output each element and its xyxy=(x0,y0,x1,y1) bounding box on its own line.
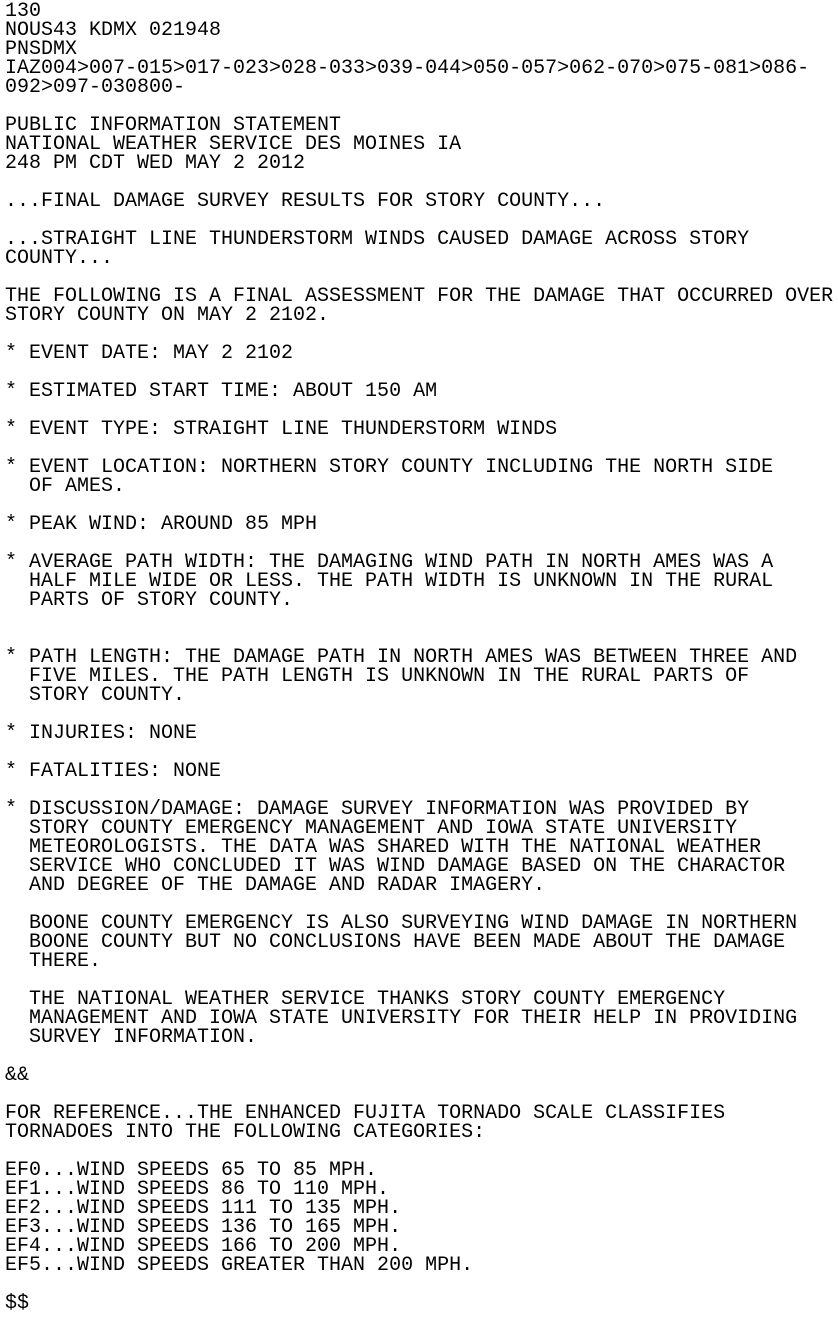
text-line: EF0...WIND SPEEDS 65 TO 85 MPH. xyxy=(5,1159,378,1182)
text-line: HALF MILE WIDE OR LESS. THE PATH WIDTH IS UNKNOWN IN THE RURAL xyxy=(5,570,774,593)
text-line: NATIONAL WEATHER SERVICE DES MOINES IA xyxy=(5,133,462,156)
text-line: EF4...WIND SPEEDS 166 TO 200 MPH. xyxy=(5,1235,402,1258)
blank-line xyxy=(5,1275,838,1294)
text-line: * INJURIES: NONE xyxy=(5,722,198,745)
text-line: EF3...WIND SPEEDS 136 TO 165 MPH. xyxy=(5,1216,402,1239)
text-line: * EVENT TYPE: STRAIGHT LINE THUNDERSTORM WINDS xyxy=(5,418,558,441)
text-line: * AVERAGE PATH WIDTH: THE DAMAGING WIND PATH IN NORTH AMES WAS A xyxy=(5,551,774,574)
text-line: * PATH LENGTH: THE DAMAGE PATH IN NORTH AMES WAS BETWEEN THREE AND xyxy=(5,646,798,669)
text-line: PARTS OF STORY COUNTY. xyxy=(5,589,294,612)
text-line: MANAGEMENT AND IOWA STATE UNIVERSITY FOR THEIR HELP IN PROVIDING xyxy=(5,1007,798,1030)
text-line: STORY COUNTY ON MAY 2 2102. xyxy=(5,304,330,327)
text-line: 092>097-030800- xyxy=(5,76,186,99)
text-line: SERVICE WHO CONCLUDED IT WAS WIND DAMAGE BASED ON THE CHARACTOR xyxy=(5,855,786,878)
blank-line xyxy=(5,610,838,629)
text-line: THERE. xyxy=(5,950,102,973)
text-line: * EVENT LOCATION: NORTHERN STORY COUNTY INCLUDING THE NORTH SIDE xyxy=(5,456,774,479)
text-line: FIVE MILES. THE PATH LENGTH IS UNKNOWN IN THE RURAL PARTS OF xyxy=(5,665,750,688)
text-line: 130 xyxy=(5,0,42,23)
text-line: SURVEY INFORMATION. xyxy=(5,1026,258,1049)
text-line: && xyxy=(5,1064,30,1087)
text-line: COUNTY... xyxy=(5,247,114,270)
text-line: * DISCUSSION/DAMAGE: DAMAGE SURVEY INFORMATION WAS PROVIDED BY xyxy=(5,798,750,821)
text-line: NOUS43 KDMX 021948 xyxy=(5,19,222,42)
text-line: $$ xyxy=(5,1292,30,1315)
text-line: TORNADOES INTO THE FOLLOWING CATEGORIES: xyxy=(5,1121,486,1144)
text-line: THE FOLLOWING IS A FINAL ASSESSMENT FOR THE DAMAGE THAT OCCURRED OVER xyxy=(5,285,834,308)
text-line: FOR REFERENCE...THE ENHANCED FUJITA TORNADO SCALE CLASSIFIES xyxy=(5,1102,726,1125)
text-line: * PEAK WIND: AROUND 85 MPH xyxy=(5,513,318,536)
text-line: STORY COUNTY. xyxy=(5,684,186,707)
text-line: 248 PM CDT WED MAY 2 2012 xyxy=(5,152,306,175)
blank-line xyxy=(5,1047,838,1066)
text-line: * FATALITIES: NONE xyxy=(5,760,222,783)
text-line: * EVENT DATE: MAY 2 2102 xyxy=(5,342,294,365)
text-line: EF1...WIND SPEEDS 86 TO 110 MPH. xyxy=(5,1178,390,1201)
text-line: PNSDMX xyxy=(5,38,78,61)
text-line: ...FINAL DAMAGE SURVEY RESULTS FOR STORY COUNTY... xyxy=(5,190,606,213)
text-line: EF2...WIND SPEEDS 111 TO 135 MPH. xyxy=(5,1197,402,1220)
text-line: METEOROLOGISTS. THE DATA WAS SHARED WITH THE NATIONAL WEATHER xyxy=(5,836,762,859)
text-line: OF AMES. xyxy=(5,475,126,498)
text-line: BOONE COUNTY EMERGENCY IS ALSO SURVEYING WIND DAMAGE IN NORTHERN xyxy=(5,912,798,935)
text-line: ...STRAIGHT LINE THUNDERSTORM WINDS CAUSED DAMAGE ACROSS STORY xyxy=(5,228,750,251)
text-line: * ESTIMATED START TIME: ABOUT 150 AM xyxy=(5,380,438,403)
text-line: PUBLIC INFORMATION STATEMENT xyxy=(5,114,342,137)
text-line: BOONE COUNTY BUT NO CONCLUSIONS HAVE BEEN MADE ABOUT THE DAMAGE xyxy=(5,931,786,954)
text-line: THE NATIONAL WEATHER SERVICE THANKS STORY COUNTY EMERGENCY xyxy=(5,988,726,1011)
text-line: EF5...WIND SPEEDS GREATER THAN 200 MPH. xyxy=(5,1254,474,1277)
text-line: IAZ004>007-015>017-023>028-033>039-044>050-057>062-070>075-081>086- xyxy=(5,57,810,80)
text-line: AND DEGREE OF THE DAMAGE AND RADAR IMAGERY. xyxy=(5,874,546,897)
text-line: STORY COUNTY EMERGENCY MANAGEMENT AND IOWA STATE UNIVERSITY xyxy=(5,817,738,840)
